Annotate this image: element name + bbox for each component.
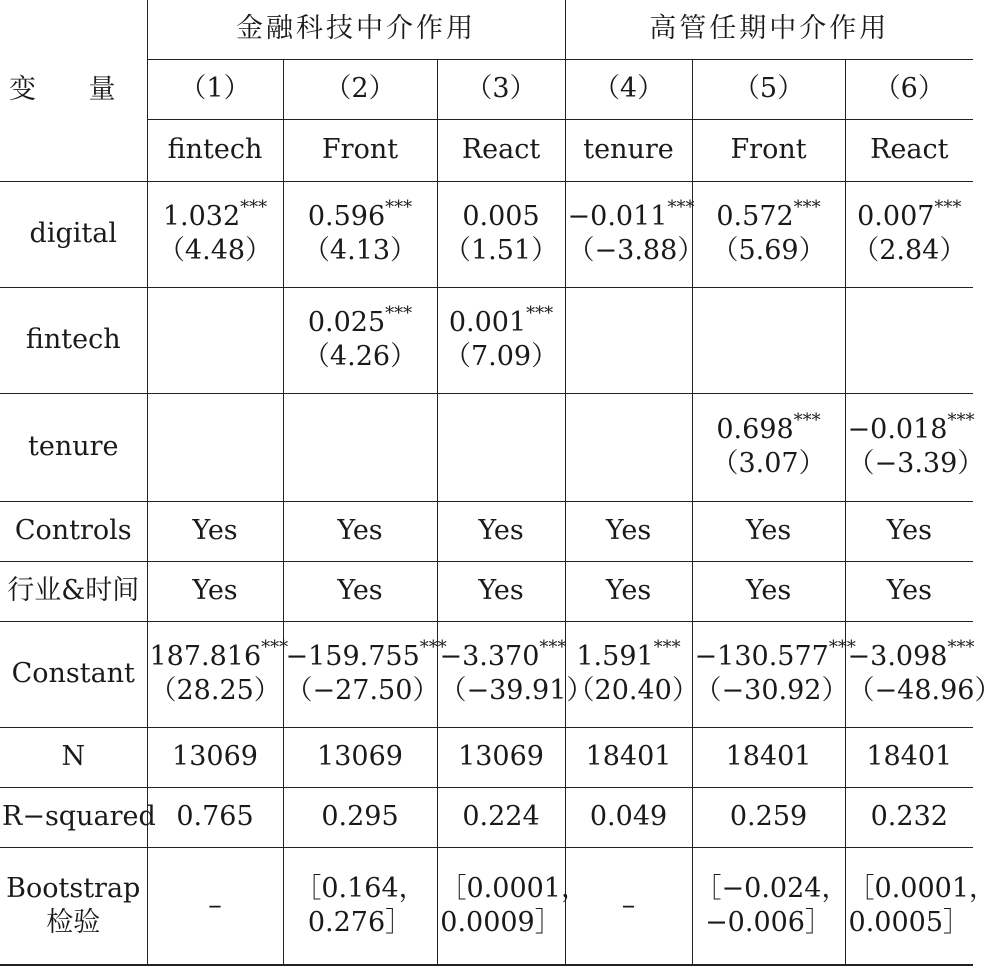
- value-cell: Yes: [845, 501, 973, 561]
- ci-cell: [692, 847, 849, 965]
- sig-stars: ***: [653, 637, 681, 659]
- value-cell: 13069: [147, 727, 283, 787]
- value-cell: Yes: [283, 501, 437, 561]
- coef-cell: [437, 181, 565, 287]
- sig-stars: ***: [240, 197, 268, 219]
- coef-cell: [565, 287, 692, 393]
- coef-value: 0.572: [716, 201, 794, 233]
- value-cell: Yes: [437, 561, 565, 621]
- dep-var-6: React: [845, 119, 973, 181]
- dep-var-5: Front: [692, 119, 845, 181]
- sig-stars: ***: [539, 637, 567, 659]
- coef-cell: [437, 621, 594, 727]
- dep-var-2: Front: [283, 119, 437, 181]
- sig-stars: ***: [947, 410, 975, 432]
- t-stat: （5.69）: [711, 235, 826, 266]
- t-stat: （−30.92）: [694, 675, 849, 706]
- t-stat: （20.40）: [567, 675, 699, 706]
- value-cell: 0.049: [565, 787, 692, 847]
- coef-cell: [565, 393, 692, 501]
- row-controls: [0, 501, 973, 561]
- ci-lower: –: [208, 889, 222, 921]
- coef-cell: [437, 287, 565, 393]
- row-label: R−squared: [0, 787, 147, 847]
- ci-lower: ［0.164，: [294, 873, 426, 904]
- coef-value: −0.011: [567, 201, 668, 233]
- t-stat: （7.09）: [443, 341, 559, 372]
- coef-value: −3.370: [439, 641, 540, 673]
- sig-stars: ***: [947, 637, 975, 659]
- coef-value: −3.098: [847, 641, 948, 673]
- col-num-1: （1）: [147, 59, 283, 119]
- ci-upper: 0.276］: [307, 906, 413, 938]
- variable-header: 变 量: [0, 0, 147, 181]
- sig-stars: ***: [793, 410, 821, 432]
- row-label: Constant: [0, 621, 147, 727]
- value-cell: 0.259: [692, 787, 845, 847]
- coef-value: 0.007: [857, 201, 935, 233]
- coef-value: 187.816: [149, 641, 262, 673]
- bootstrap-label-line2: 检验: [46, 906, 101, 938]
- value-cell: Yes: [565, 501, 692, 561]
- sig-stars: ***: [934, 197, 962, 219]
- header-group-row: [0, 0, 973, 59]
- coef-value: 0.001: [448, 307, 527, 339]
- t-stat: （3.07）: [711, 448, 826, 479]
- row-label: Controls: [0, 501, 147, 561]
- dep-var-4: tenure: [565, 119, 692, 181]
- coef-cell: [147, 621, 289, 727]
- ci-cell: [437, 847, 588, 965]
- ci-lower: ［0.0001，: [847, 873, 997, 904]
- sig-stars: ***: [385, 303, 413, 325]
- t-stat: （−39.91）: [439, 675, 594, 706]
- sig-stars: ***: [385, 197, 413, 219]
- t-stat: （4.13）: [302, 235, 418, 266]
- coef-cell: [845, 393, 985, 501]
- coef-cell: [147, 287, 283, 393]
- coef-cell: [692, 393, 845, 501]
- value-cell: 13069: [437, 727, 565, 787]
- coef-cell: [565, 181, 705, 287]
- ci-lower: –: [621, 889, 636, 921]
- coef-cell: [147, 393, 283, 501]
- value-cell: Yes: [147, 561, 283, 621]
- value-cell: Yes: [283, 561, 437, 621]
- sig-stars: ***: [261, 637, 289, 659]
- row-label: [0, 847, 147, 965]
- coef-value: 0.025: [307, 307, 386, 339]
- coef-cell: [437, 393, 565, 501]
- value-cell: 18401: [845, 727, 973, 787]
- ci-cell: [845, 847, 997, 965]
- row-industry-time-fe: [0, 561, 973, 621]
- coef-cell: [283, 181, 437, 287]
- t-stat: （−3.39）: [847, 448, 985, 479]
- t-stat: （2.84）: [852, 235, 967, 266]
- sig-stars: ***: [526, 303, 554, 325]
- value-cell: Yes: [845, 561, 973, 621]
- t-stat: （28.25）: [149, 675, 281, 706]
- value-cell: 18401: [565, 727, 692, 787]
- row-digital: [0, 181, 973, 287]
- row-fintech: [0, 287, 973, 393]
- coef-cell: [147, 181, 283, 287]
- coef-cell: [283, 393, 437, 501]
- sig-stars: ***: [419, 637, 447, 659]
- row-label: N: [0, 727, 147, 787]
- coef-cell: [845, 621, 1001, 727]
- row-constant: [0, 621, 973, 727]
- row-r-squared: [0, 787, 973, 847]
- col-num-2: （2）: [283, 59, 437, 119]
- coef-cell: [845, 287, 973, 393]
- coef-value: 0.596: [307, 201, 386, 233]
- ci-upper: 0.0009］: [440, 906, 562, 938]
- value-cell: Yes: [692, 561, 845, 621]
- row-n: [0, 727, 973, 787]
- coef-value: −0.018: [847, 414, 948, 446]
- bootstrap-label-line1: Bootstrap: [6, 873, 141, 904]
- group-fintech-mediation: 金融科技中介作用: [147, 0, 565, 59]
- value-cell: 0.765: [147, 787, 283, 847]
- coef-cell: [845, 181, 973, 287]
- row-label: fintech: [0, 287, 147, 393]
- coef-cell: [692, 621, 856, 727]
- sig-stars: ***: [828, 637, 856, 659]
- value-cell: 0.224: [437, 787, 565, 847]
- ci-cell: [283, 847, 437, 965]
- t-stat: （−48.96）: [847, 675, 1001, 706]
- value-cell: Yes: [565, 561, 692, 621]
- value-cell: Yes: [437, 501, 565, 561]
- value-cell: Yes: [692, 501, 845, 561]
- t-stat: （−27.50）: [285, 675, 440, 706]
- coef-cell: [283, 287, 437, 393]
- dep-var-3: React: [437, 119, 565, 181]
- col-num-6: （6）: [845, 59, 973, 119]
- col-num-3: （3）: [437, 59, 565, 119]
- coef-value: −130.577: [694, 641, 829, 673]
- coef-cell: [692, 287, 845, 393]
- coef-cell: [283, 621, 447, 727]
- coef-cell: [565, 621, 699, 727]
- sig-stars: ***: [793, 197, 821, 219]
- dep-var-1: fintech: [147, 119, 283, 181]
- row-bootstrap: [0, 847, 973, 965]
- coef-value: 0.005: [462, 201, 540, 233]
- coef-value: 1.032: [162, 201, 241, 233]
- row-label: tenure: [0, 393, 147, 501]
- coef-value: 1.591: [576, 641, 654, 673]
- row-label: 行业&时间: [0, 561, 147, 621]
- t-stat: （−3.88）: [567, 235, 705, 266]
- value-cell: 13069: [283, 727, 437, 787]
- t-stat: （4.48）: [157, 235, 273, 266]
- value-cell: 18401: [692, 727, 845, 787]
- value-cell: 0.295: [283, 787, 437, 847]
- group-tenure-mediation: 高管任期中介作用: [565, 0, 973, 59]
- coef-value: −159.755: [285, 641, 420, 673]
- ci-upper: −0.006］: [705, 906, 832, 938]
- ci-upper: 0.0005］: [848, 906, 971, 938]
- ci-cell: [147, 847, 283, 965]
- row-label: digital: [0, 181, 147, 287]
- value-cell: Yes: [147, 501, 283, 561]
- ci-lower: ［0.0001，: [439, 873, 588, 904]
- sig-stars: ***: [667, 197, 695, 219]
- ci-cell: [565, 847, 692, 965]
- coef-value: 0.698: [716, 414, 794, 446]
- t-stat: （4.26）: [302, 341, 418, 372]
- ci-lower: ［−0.024，: [694, 873, 849, 904]
- row-tenure: [0, 393, 973, 501]
- col-num-4: （4）: [565, 59, 692, 119]
- col-num-5: （5）: [692, 59, 845, 119]
- t-stat: （1.51）: [443, 235, 559, 266]
- coef-cell: [692, 181, 845, 287]
- value-cell: 0.232: [845, 787, 973, 847]
